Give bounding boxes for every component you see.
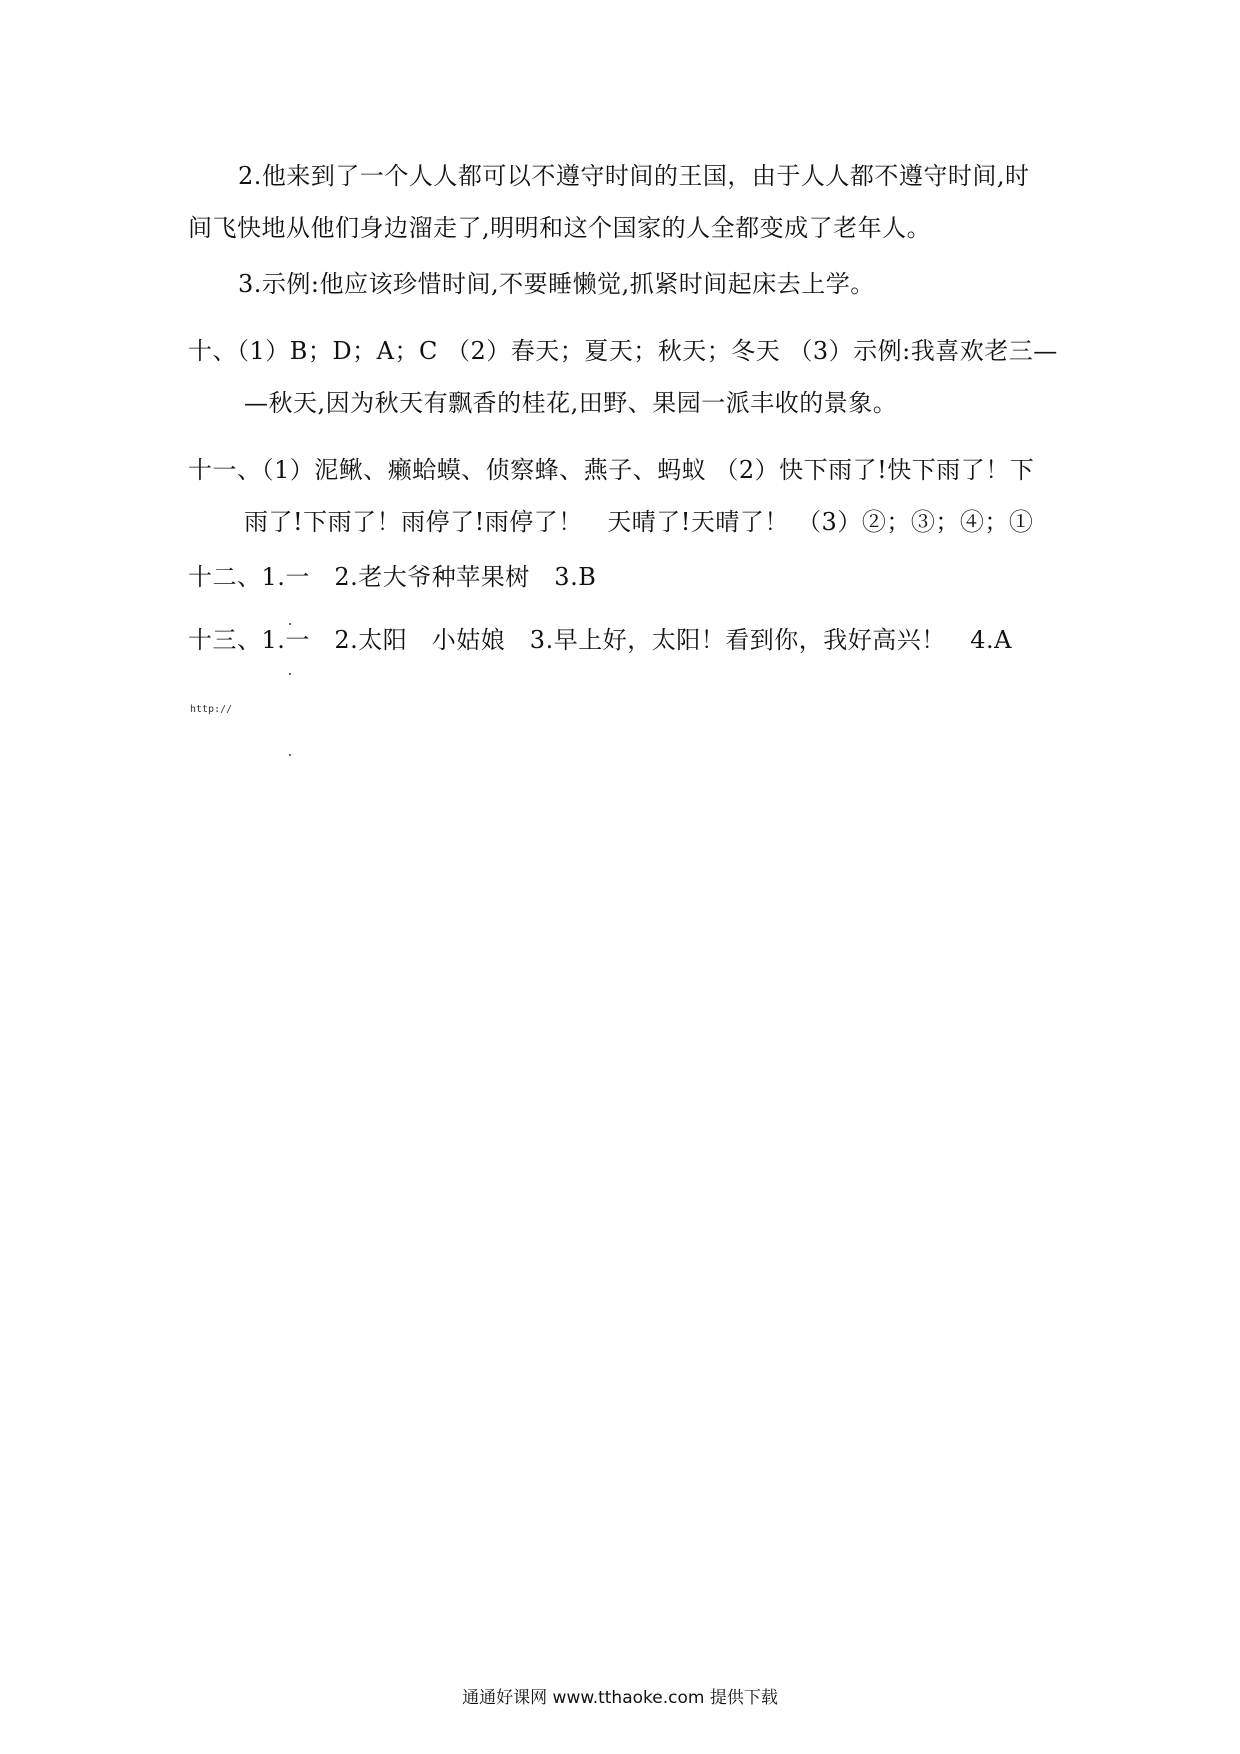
scan-speck xyxy=(289,754,291,756)
answer-line-10b xyxy=(244,387,897,419)
answer-text: 1.一 2.老大爷种苹果树 3.B xyxy=(261,563,597,591)
answer-text: 3.示例:他应该珍惜时间,不要睡懒觉,抓紧时间起床去上学。 xyxy=(238,270,875,298)
section-number: 十一、 xyxy=(188,456,262,484)
answer-line-9-2b xyxy=(188,212,931,244)
answer-line-9-3 xyxy=(238,268,875,300)
answer-text: （1）B；D；A；C （2）春天；夏天；秋天；冬天 （3）示例:我喜欢老三— xyxy=(237,337,1058,365)
answer-line-10a xyxy=(188,335,1058,367)
stray-url-text: http:// xyxy=(190,704,233,715)
scan-speck xyxy=(289,623,291,625)
answer-text: —秋天,因为秋天有飘香的桂花,田野、果园一派丰收的景象。 xyxy=(244,389,898,417)
section-number: 十二、 xyxy=(188,563,262,591)
answer-text: （1）泥鳅、癞蛤蟆、侦察蜂、燕子、蚂蚁 （2）快下雨了!快下雨了！下 xyxy=(261,456,1035,484)
answer-line-12 xyxy=(188,561,596,593)
section-number: 十三、 xyxy=(188,626,262,654)
answer-text: 2.他来到了一个人人都可以不遵守时间的王国，由于人人都不遵守时间,时 xyxy=(238,162,1030,190)
answer-text: 1.一 2.太阳 小姑娘 3.早上好，太阳！看到你，我好高兴！ 4.A xyxy=(261,626,1012,654)
answer-line-9-2a xyxy=(238,160,1030,192)
answer-line-11a xyxy=(188,454,1034,486)
scan-speck xyxy=(289,673,291,675)
answer-line-11b xyxy=(244,506,1033,538)
answer-text: 雨了!下雨了！雨停了!雨停了！ 天晴了!天晴了！ （3）②；③；④；① xyxy=(244,508,1034,536)
answer-text: 间飞快地从他们身边溜走了,明明和这个国家的人全都变成了老年人。 xyxy=(188,214,932,242)
answer-line-13 xyxy=(188,624,1012,656)
footer-download-note: 通通好课网 www.tthaoke.com 提供下载 xyxy=(462,1688,778,1708)
section-number: 十、 xyxy=(188,337,237,365)
